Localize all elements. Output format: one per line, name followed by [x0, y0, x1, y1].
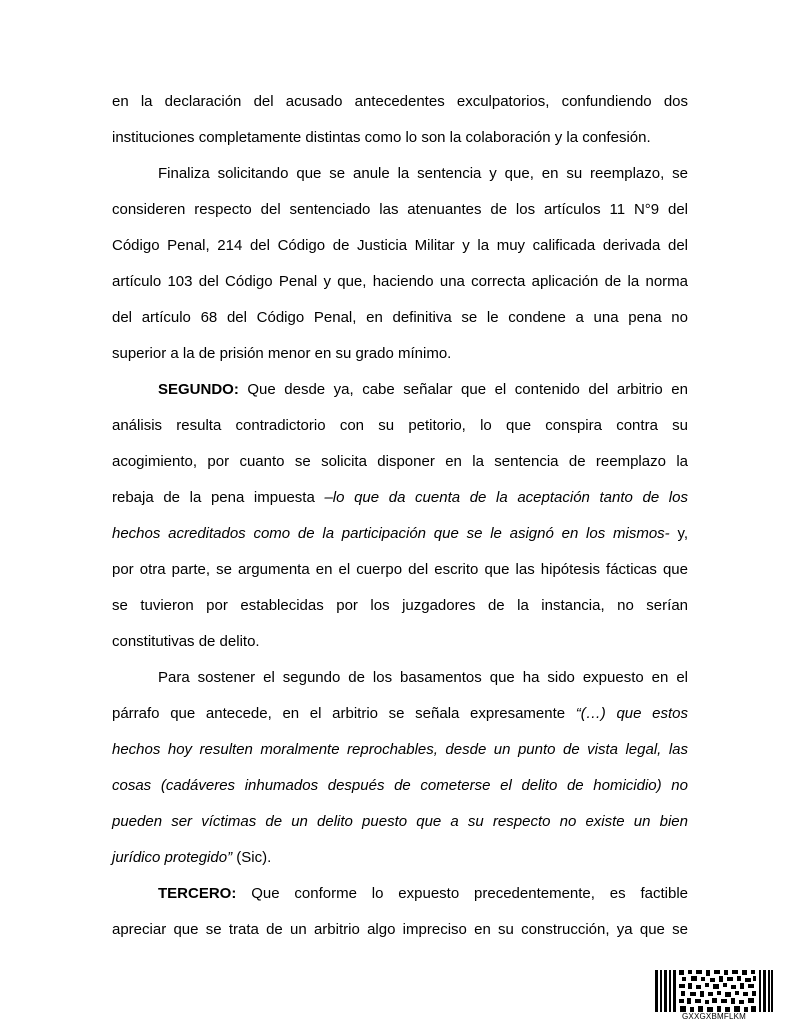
text-line: se tuvieron por establecidas por los juzgadores de la instancia, no serían — [112, 597, 688, 614]
text-line: artículo 103 del Código Penal y que, haciendo una correcta aplicación de la norma — [112, 273, 688, 290]
text-line: análisis resulta contradictorio con su petitorio, lo que conspira contra su — [112, 417, 688, 434]
text-line: apreciar que se trata de un arbitrio algo impreciso en su construcción, ya que se — [112, 921, 688, 938]
text-line: en la declaración del acusado antecedentes exculpatorios, confundiendo dos — [112, 93, 688, 110]
text-line: hechos acreditados como de la participación que se le asignó en los mismos- y, — [112, 525, 688, 542]
text-line: superior a la de prisión menor en su grado mínimo. — [112, 345, 452, 362]
text-line: rebaja de la pena impuesta –lo que da cuenta de la aceptación tanto de los — [112, 489, 688, 506]
text-line: TERCERO: Que conforme lo expuesto precedentemente, es factible — [158, 885, 688, 902]
document-body — [112, 88, 688, 952]
text-line: constitutivas de delito. — [112, 633, 260, 650]
text-line: Código Penal, 214 del Código de Justicia Militar y la muy calificada derivada del — [112, 237, 688, 254]
text-line: del artículo 68 del Código Penal, en definitiva se le condene a una pena no — [112, 309, 688, 326]
text-line: cosas (cadáveres inhumados después de cometerse el delito de homicidio) no — [112, 777, 688, 794]
barcode-icon — [655, 970, 773, 1012]
text-line: jurídico protegido” (Sic). — [112, 849, 272, 866]
text-line: pueden ser víctimas de un delito puesto que a su respecto no existe un bien — [112, 813, 688, 830]
text-line: Para sostener el segundo de los basamentos que ha sido expuesto en el — [158, 669, 688, 686]
text-line: consideren respecto del sentenciado las atenuantes de los artículos 11 N°9 del — [112, 201, 688, 218]
barcode-code: GXXGXBMFLKM — [682, 1012, 746, 1021]
verification-barcode — [655, 970, 773, 1024]
text-line: hechos hoy resulten moralmente reprochables, desde un punto de vista legal, las — [112, 741, 688, 758]
text-line: SEGUNDO: Que desde ya, cabe señalar que el contenido del arbitrio en — [158, 381, 688, 398]
section-heading-tercero: TERCERO: — [158, 885, 237, 902]
section-heading-segundo: SEGUNDO: — [158, 381, 239, 398]
text-line: Finaliza solicitando que se anule la sentencia y que, en su reemplazo, se — [158, 165, 688, 182]
text-line: párrafo que antecede, en el arbitrio se señala expresamente “(…) que estos — [112, 705, 689, 722]
text-line: acogimiento, por cuanto se solicita disponer en la sentencia de reemplazo la — [112, 453, 688, 470]
text-line: por otra parte, se argumenta en el cuerpo del escrito que las hipótesis fácticas que — [112, 561, 688, 578]
text-line: instituciones completamente distintas como lo son la colaboración y la confesión. — [112, 129, 651, 146]
